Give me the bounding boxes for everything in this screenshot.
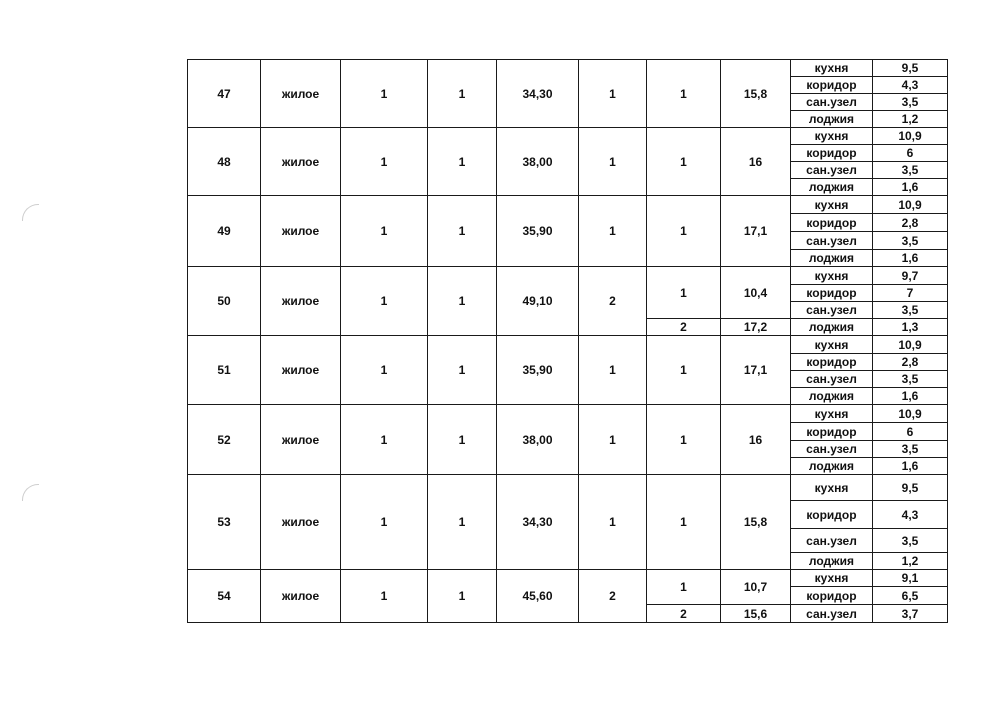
auxiliary-room-name: сан.узел: [791, 529, 873, 553]
col-3-value: 1: [341, 405, 428, 475]
total-area: 35,90: [497, 336, 579, 405]
table-row: [188, 336, 948, 354]
apartment-number: 51: [188, 336, 261, 405]
auxiliary-room-area: 2,8: [873, 354, 948, 371]
room-count: 1: [579, 60, 647, 128]
auxiliary-room-area: 1,6: [873, 250, 948, 267]
room-number: 2: [647, 319, 721, 336]
auxiliary-room-area: 6: [873, 423, 948, 441]
auxiliary-room-name: коридор: [791, 587, 873, 605]
auxiliary-room-area: 1,6: [873, 388, 948, 405]
punch-hole-top: [22, 204, 39, 221]
auxiliary-room-name: лоджия: [791, 553, 873, 570]
col-3-value: 1: [341, 475, 428, 570]
apartment-number: 52: [188, 405, 261, 475]
apartment-number: 49: [188, 196, 261, 267]
room-area: 17,1: [721, 336, 791, 405]
auxiliary-room-area: 3,5: [873, 529, 948, 553]
auxiliary-room-name: кухня: [791, 196, 873, 214]
auxiliary-room-name: лоджия: [791, 458, 873, 475]
room-count: 1: [579, 336, 647, 405]
room-area: 17,2: [721, 319, 791, 336]
auxiliary-room-area: 9,5: [873, 60, 948, 77]
auxiliary-room-name: лоджия: [791, 250, 873, 267]
room-number: 1: [647, 570, 721, 605]
col-4-value: 1: [428, 267, 497, 336]
col-3-value: 1: [341, 267, 428, 336]
total-area: 45,60: [497, 570, 579, 623]
auxiliary-room-area: 3,5: [873, 162, 948, 179]
total-area: 34,30: [497, 475, 579, 570]
auxiliary-room-area: 3,5: [873, 302, 948, 319]
auxiliary-room-area: 6,5: [873, 587, 948, 605]
total-area: 49,10: [497, 267, 579, 336]
table-row: [188, 570, 948, 587]
room-area: 10,7: [721, 570, 791, 605]
col-4-value: 1: [428, 405, 497, 475]
premises-type: жилое: [261, 405, 341, 475]
auxiliary-room-area: 4,3: [873, 77, 948, 94]
room-count: 1: [579, 405, 647, 475]
punch-hole-bottom: [22, 484, 39, 501]
table-row: [188, 128, 948, 145]
auxiliary-room-name: коридор: [791, 423, 873, 441]
room-area: 16: [721, 128, 791, 196]
auxiliary-room-name: кухня: [791, 405, 873, 423]
auxiliary-room-name: лоджия: [791, 388, 873, 405]
auxiliary-room-name: сан.узел: [791, 371, 873, 388]
total-area: 34,30: [497, 60, 579, 128]
room-area: 16: [721, 405, 791, 475]
col-4-value: 1: [428, 196, 497, 267]
apartment-number: 47: [188, 60, 261, 128]
auxiliary-room-area: 6: [873, 145, 948, 162]
premises-type: жилое: [261, 267, 341, 336]
room-count: 1: [579, 196, 647, 267]
room-number: 1: [647, 475, 721, 570]
room-number: 2: [647, 605, 721, 623]
auxiliary-room-name: кухня: [791, 60, 873, 77]
room-number: 1: [647, 267, 721, 319]
room-area: 15,6: [721, 605, 791, 623]
auxiliary-room-name: кухня: [791, 267, 873, 285]
auxiliary-room-area: 3,5: [873, 232, 948, 250]
auxiliary-room-area: 1,6: [873, 458, 948, 475]
auxiliary-room-name: коридор: [791, 214, 873, 232]
premises-type: жилое: [261, 336, 341, 405]
auxiliary-room-name: коридор: [791, 501, 873, 529]
auxiliary-room-name: лоджия: [791, 111, 873, 128]
auxiliary-room-name: сан.узел: [791, 162, 873, 179]
auxiliary-room-name: лоджия: [791, 319, 873, 336]
premises-type: жилое: [261, 196, 341, 267]
apartment-number: 54: [188, 570, 261, 623]
col-4-value: 1: [428, 570, 497, 623]
col-3-value: 1: [341, 60, 428, 128]
room-area: 10,4: [721, 267, 791, 319]
auxiliary-room-name: кухня: [791, 336, 873, 354]
room-number: 1: [647, 405, 721, 475]
premises-type: жилое: [261, 60, 341, 128]
auxiliary-room-area: 3,5: [873, 94, 948, 111]
auxiliary-room-name: лоджия: [791, 179, 873, 196]
table-row: [188, 267, 948, 285]
room-number: 1: [647, 128, 721, 196]
col-3-value: 1: [341, 128, 428, 196]
auxiliary-room-area: 7: [873, 285, 948, 302]
col-3-value: 1: [341, 570, 428, 623]
auxiliary-room-name: коридор: [791, 285, 873, 302]
premises-type: жилое: [261, 570, 341, 623]
total-area: 35,90: [497, 196, 579, 267]
auxiliary-room-name: коридор: [791, 354, 873, 371]
total-area: 38,00: [497, 405, 579, 475]
auxiliary-room-area: 1,3: [873, 319, 948, 336]
auxiliary-room-area: 3,5: [873, 371, 948, 388]
col-3-value: 1: [341, 196, 428, 267]
auxiliary-room-name: кухня: [791, 475, 873, 501]
room-number: 1: [647, 60, 721, 128]
col-4-value: 1: [428, 60, 497, 128]
auxiliary-room-area: 4,3: [873, 501, 948, 529]
auxiliary-room-area: 10,9: [873, 196, 948, 214]
room-number: 1: [647, 196, 721, 267]
auxiliary-room-name: сан.узел: [791, 94, 873, 111]
table-row: [188, 60, 948, 77]
room-count: 2: [579, 570, 647, 623]
col-3-value: 1: [341, 336, 428, 405]
auxiliary-room-name: кухня: [791, 570, 873, 587]
col-4-value: 1: [428, 475, 497, 570]
auxiliary-room-area: 10,9: [873, 336, 948, 354]
col-4-value: 1: [428, 336, 497, 405]
room-count: 2: [579, 267, 647, 336]
room-count: 1: [579, 475, 647, 570]
room-area: 15,8: [721, 475, 791, 570]
room-area: 15,8: [721, 60, 791, 128]
auxiliary-room-name: сан.узел: [791, 605, 873, 623]
total-area: 38,00: [497, 128, 579, 196]
table-body: [188, 60, 948, 623]
auxiliary-room-area: 10,9: [873, 405, 948, 423]
auxiliary-room-name: сан.узел: [791, 302, 873, 319]
auxiliary-room-area: 9,5: [873, 475, 948, 501]
auxiliary-room-area: 1,2: [873, 111, 948, 128]
premises-type: жилое: [261, 475, 341, 570]
auxiliary-room-area: 9,7: [873, 267, 948, 285]
table-row: [188, 475, 948, 501]
auxiliary-room-name: кухня: [791, 128, 873, 145]
apartment-number: 53: [188, 475, 261, 570]
auxiliary-room-area: 9,1: [873, 570, 948, 587]
auxiliary-room-area: 2,8: [873, 214, 948, 232]
room-number: 1: [647, 336, 721, 405]
auxiliary-room-name: сан.узел: [791, 441, 873, 458]
room-count: 1: [579, 128, 647, 196]
col-4-value: 1: [428, 128, 497, 196]
apartment-number: 48: [188, 128, 261, 196]
room-area: 17,1: [721, 196, 791, 267]
auxiliary-room-area: 3,5: [873, 441, 948, 458]
auxiliary-room-name: коридор: [791, 145, 873, 162]
table-row: [188, 405, 948, 423]
auxiliary-room-area: 10,9: [873, 128, 948, 145]
auxiliary-room-area: 1,6: [873, 179, 948, 196]
auxiliary-room-area: 1,2: [873, 553, 948, 570]
auxiliary-room-area: 3,7: [873, 605, 948, 623]
apartment-number: 50: [188, 267, 261, 336]
premises-type: жилое: [261, 128, 341, 196]
auxiliary-room-name: сан.узел: [791, 232, 873, 250]
auxiliary-room-name: коридор: [791, 77, 873, 94]
table-row: [188, 196, 948, 214]
apartment-table: [187, 59, 948, 623]
